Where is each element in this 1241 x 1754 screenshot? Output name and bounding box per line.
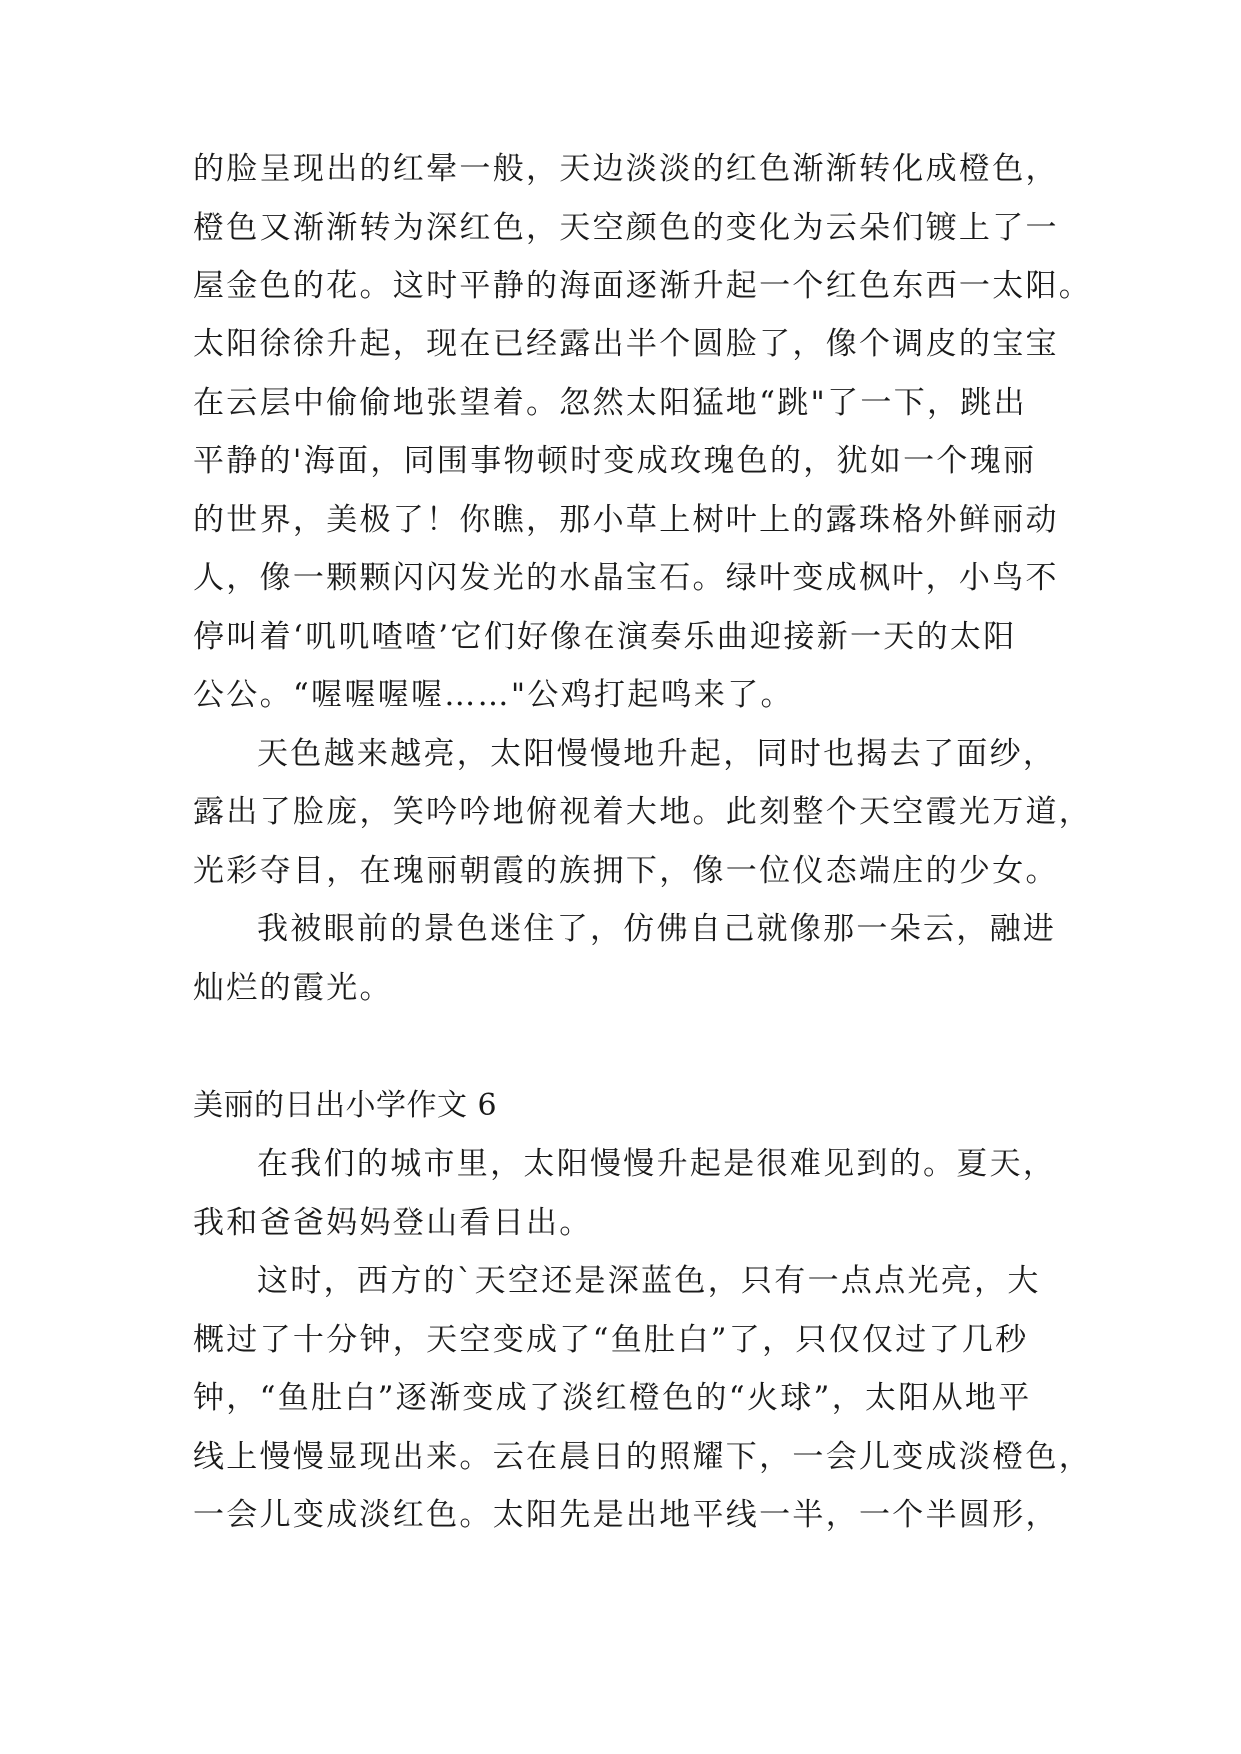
text-line: 公公。“喔喔喔喔……"公鸡打起鸣来了。 xyxy=(193,677,794,713)
text-line: 太阳徐徐升起，现在已经露出半个圆脸了，像个调皮的宝宝 xyxy=(193,326,1059,362)
paragraph-first-line: 天色越来越亮，太阳慢慢地升起，同时也揭去了面纱， xyxy=(257,736,1057,772)
text-line: 停叫着‘叽叽喳喳’它们好像在演奏乐曲迎接新一天的太阳 xyxy=(193,619,1017,655)
text-line: 一会儿变成淡红色。太阳先是出地平线一半，一个半圆形， xyxy=(193,1497,1059,1533)
text-line: 灿烂的霞光。 xyxy=(193,970,393,1006)
text-line: 概过了十分钟，天空变成了“鱼肚白”了，只仅仅过了几秒 xyxy=(193,1322,1029,1358)
text-line: 人，像一颗颗闪闪发光的水晶宝石。绿叶变成枫叶，小鸟不 xyxy=(193,560,1059,596)
text-line: 线上慢慢显现出来。云在晨日的照耀下，一会儿变成淡橙色， xyxy=(193,1439,1093,1475)
paragraph-first-line: 这时，西方的`天空还是深蓝色，只有一点点光亮，大 xyxy=(257,1263,1041,1299)
text-line: 钟，“鱼肚白”逐渐变成了淡红橙色的“火球”，太阳从地平 xyxy=(193,1380,1032,1416)
text-line: 屋金色的花。这时平静的海面逐渐升起一个红色东西一太阳。 xyxy=(193,268,1093,304)
paragraph-first-line: 我被眼前的景色迷住了，仿佛自己就像那一朵云，融进 xyxy=(257,911,1057,947)
text-line: 的世界，美极了！你瞧，那小草上树叶上的露珠格外鲜丽动 xyxy=(193,502,1059,538)
text-line: 光彩夺目，在瑰丽朝霞的族拥下，像一位仪态端庄的少女。 xyxy=(193,853,1059,889)
text-line: 露出了脸庞，笑吟吟地俯视着大地。此刻整个天空霞光万道， xyxy=(193,794,1093,830)
text-line: 平静的'海面，同围事物顿时变成玫瑰色的，犹如一个瑰丽 xyxy=(193,443,1037,479)
paragraph-first-line: 在我们的城市里，太阳慢慢升起是很难见到的。夏天， xyxy=(257,1146,1057,1182)
text-line: 在云层中偷偷地张望着。忽然太阳猛地“跳"了一下，跳出 xyxy=(193,385,1027,421)
section-heading: 美丽的日出小学作文 6 xyxy=(193,1088,498,1123)
text-line: 的脸呈现出的红晕一般，天边淡淡的红色渐渐转化成橙色， xyxy=(193,151,1059,187)
text-line: 橙色又渐渐转为深红色，天空颜色的变化为云朵们镀上了一 xyxy=(193,210,1059,246)
text-line: 我和爸爸妈妈登山看日出。 xyxy=(193,1205,593,1241)
